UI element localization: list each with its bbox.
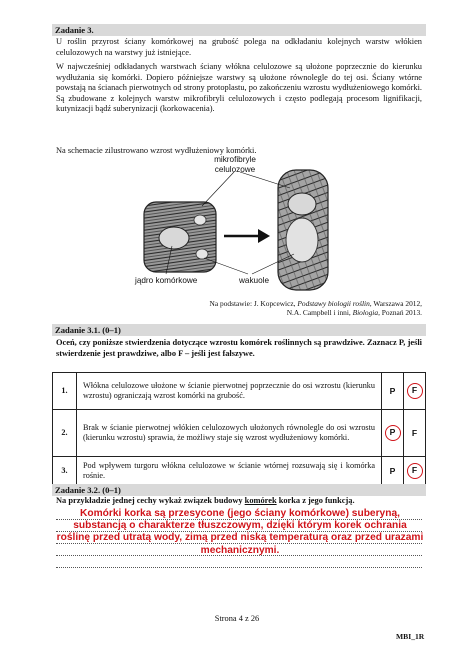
figure-source	[170, 299, 422, 317]
table-row	[53, 410, 426, 457]
answer-line	[56, 567, 422, 568]
true-false-table	[52, 372, 426, 485]
selected-circle: F	[407, 383, 423, 399]
table-row	[53, 373, 426, 410]
label-nucleus: jądro komórkowe	[135, 276, 198, 285]
row-number: 2.	[53, 410, 77, 457]
table-row	[53, 457, 426, 485]
source-line-2: N.A. Campbell i inni, Biologia, Poznań 2013.	[286, 308, 422, 318]
selected-circle: P	[385, 425, 401, 441]
answer-p-option[interactable]	[382, 410, 404, 457]
handwritten-answer[interactable]: Komórki korka są przesycone (jego ściany komórkowe) suberyną, substancją o charakterze tłuszczowym, dzięki którym korek ochrania roślinę przed utratą wody, zimą przed niską temperaturą oraz przed urazami mechanicznymi.	[56, 508, 424, 556]
answer-f-option[interactable]	[404, 373, 426, 410]
task3-header: Zadanie 3.	[52, 24, 426, 36]
answer-p-option[interactable]: P	[382, 373, 404, 410]
task3-paragraph-2: W najwcześniej odkładanych warstwach ściany włókna celulozowe są ułożone poprzecznie do kierunku wydłużania się komórki. Dopiero późniejsze warstwy są ułożone równolegle do tej osi. Ściany wtórne powstają na ścianach pierwotnych od strony protoplastu, po zakończeniu wzrostu wydłużeniowego komórki. Są zbudowane z kolejnych warstw mikrofibryli celulozowych i często podlegają procesom lignifikacji, kutynizacji bądź suberynizacji (korkowacenia).	[56, 62, 422, 114]
answer-f-option[interactable]: F	[404, 410, 426, 457]
task3-paragraph-1: U roślin przyrost ściany komórkowej na grubość polega na odkładaniu kolejnych warstw włókien celulozowych na warstwy już istniejące.	[56, 37, 422, 57]
answer-f-option[interactable]	[404, 457, 426, 485]
growth-arrow	[224, 229, 270, 243]
task32-header: Zadanie 3.2. (0–1)	[52, 484, 426, 496]
selected-circle: F	[407, 463, 423, 479]
page-number: Strona 4 z 26	[214, 614, 260, 623]
exam-code: MBI_1R	[396, 632, 425, 641]
task32-question: Na przykładzie jednej cechy wykaż związek budowy komórek korka z jego funkcją.	[56, 496, 355, 505]
label-microfibrils: mikrofibryle celulozowe	[214, 155, 256, 174]
leader-microfibrils-left	[202, 172, 234, 206]
cell-growth-diagram	[130, 158, 350, 294]
label-vacuole: wakuole	[239, 276, 270, 285]
elongated-cell	[278, 170, 328, 290]
row-statement: Włókna celulozowe ułożone w ścianie pierwotnej poprzecznie do osi wzrostu (kierunku wzrostu) ograniczają wzrost komórki na grubość.	[77, 373, 382, 410]
answer-p-option[interactable]: P	[382, 457, 404, 485]
row-number: 3.	[53, 457, 77, 485]
task3-paragraph-3: Na schemacie zilustrowano wzrost wydłużeniowy komórki.	[56, 146, 257, 155]
row-statement: Pod wpływem turgoru włókna celulozowe w ścianie wtórnej rozsuwają się i komórka rośnie.	[77, 457, 382, 485]
task31-header: Zadanie 3.1. (0–1)	[52, 324, 426, 336]
young-cell	[144, 202, 216, 272]
source-line-1: Na podstawie: J. Kopcewicz, Podstawy biologii roślin, Warszawa 2012,	[209, 299, 422, 308]
task31-question: Oceń, czy poniższe stwierdzenia dotyczące wzrostu komórek roślinnych są prawdziwe. Zaznacz P, jeśli stwierdzenie jest prawdziwe, albo F – jeśli jest fałszywe.	[56, 338, 422, 358]
row-number: 1.	[53, 373, 77, 410]
row-statement: Brak w ścianie pierwotnej włókien celulozowych ułożonych równolegle do osi wzrostu (kierunku wzrostu) sprawia, że możliwy staje się wzrost wydłużeniowy komórki.	[77, 410, 382, 457]
